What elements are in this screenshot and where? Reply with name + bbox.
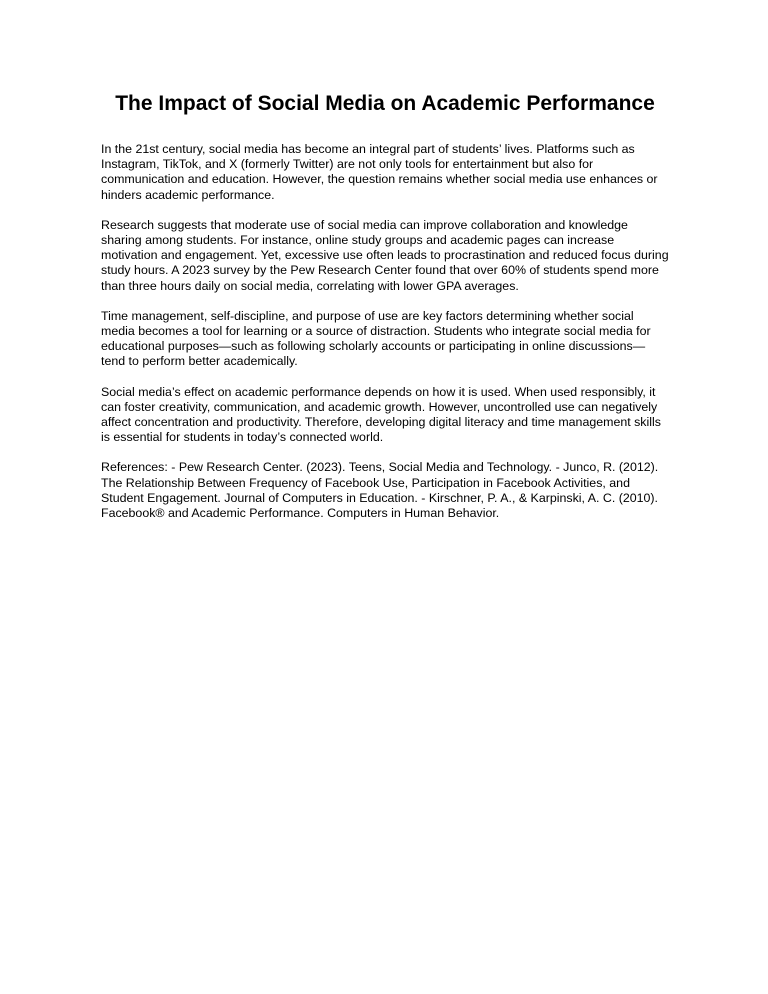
paragraph-conclusion: Social media’s effect on academic performance depends on how it is used. When used responsibly, it can foster creativity, communication, and academic growth. However, uncontrolled use can negatively affect concentration and productivity. Therefore, developing digital literacy and time management skills is essential for students in today’s connected world. bbox=[101, 384, 661, 445]
paragraph-research: Research suggests that moderate use of social media can improve collaboration and knowledge sharing among students. For instance, online study groups and academic pages can increase motivation and engagement. Yet, excessive use often leads to procrastination and reduced focus during study hours. A 2023 survey by the Pew Research Center found that over 60% of students spend more than three hours daily on social media, correlating with lower GPA averages. bbox=[101, 217, 669, 293]
paragraph-introduction: In the 21st century, social media has become an integral part of students’ lives. Platforms such as Instagram, TikTok, and X (formerly Twitter) are not only tools for entertainment but also for communication and education. However, the question remains whether social media use enhances or hinders academic performance. bbox=[101, 142, 658, 202]
paragraph-references: References: - Pew Research Center. (2023). Teens, Social Media and Technology. - Junco, R. (2012). The Relationship Between Frequency of Facebook Use, Participation in Facebook Activities, and Student Engagement. Journal of Computers in Education. - Kirschner, P. A., & Karpinski, A. C. (2010). Facebook® and Academic Performance. Computers in Human Behavior. bbox=[101, 460, 659, 521]
document-page bbox=[101, 92, 669, 536]
document-title: The Impact of Social Media on Academic Performance bbox=[115, 92, 655, 115]
paragraph-factors: Time management, self-discipline, and purpose of use are key factors determining whether social media becomes a tool for learning or a source of distraction. Students who integrate social media for educational purposes—such as following scholarly accounts or participating in online discussions—tend to perform better academically. bbox=[101, 308, 651, 369]
